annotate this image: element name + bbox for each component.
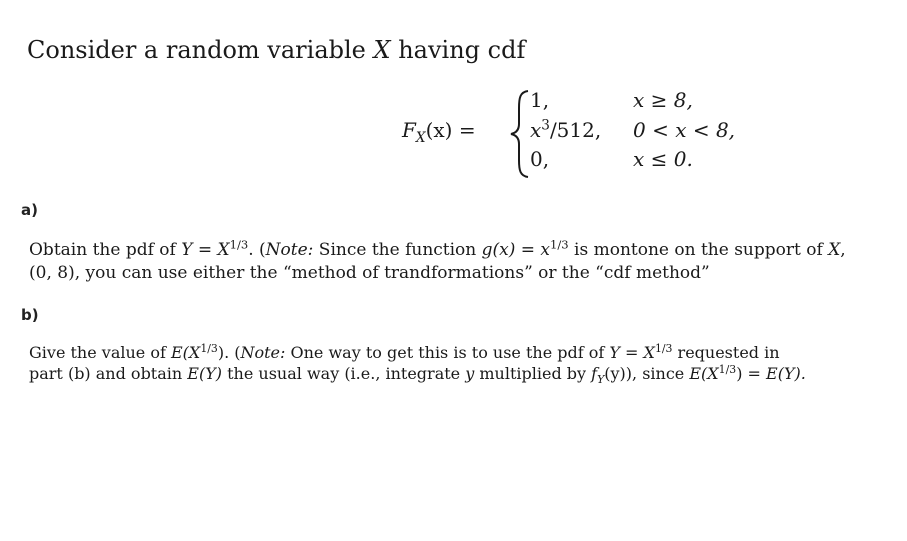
cdf-lhs xyxy=(402,118,476,146)
part-a-g: g xyxy=(481,240,493,260)
case-3-condition: x ≤ 0. xyxy=(633,147,693,171)
part-a-line-2: (0, 8), you can use either the “method of trandformations” or the “cdf method” xyxy=(29,263,710,283)
part-b-X: (X xyxy=(182,343,201,362)
case-1-condition: x ≥ 8, xyxy=(633,88,693,112)
part-b-line-2 xyxy=(29,362,806,385)
part-b-note: Note: xyxy=(240,343,286,362)
part-b-Y: Y xyxy=(609,343,620,362)
case-2-rest: /512, xyxy=(549,118,602,142)
part-b-text2: One way to get this is to use the pdf of xyxy=(285,343,610,362)
part-b-text: Give the value of xyxy=(29,343,171,362)
part-b-l2E: E xyxy=(187,364,199,383)
part-b-l2i: (y)), since xyxy=(604,364,690,383)
cdf-F: F xyxy=(402,118,416,142)
part-b-l2f: multiplied by xyxy=(474,364,592,383)
part-b-exp2: 1/3 xyxy=(654,342,673,356)
cdf-sub: X xyxy=(415,130,426,146)
part-a-Y: Y xyxy=(181,240,193,260)
part-a-text2: Since the function xyxy=(313,240,482,260)
part-a-label: a) xyxy=(21,201,38,219)
part-b-l2y: y xyxy=(465,364,475,383)
part-a-text3: is montone on the support of xyxy=(568,240,829,260)
part-a-text: Obtain the pdf of xyxy=(29,240,182,260)
intro-var: X xyxy=(373,36,391,64)
intro-text xyxy=(27,36,525,64)
case-2-sup: 3 xyxy=(541,117,550,134)
part-b-l2exp: 1/3 xyxy=(718,363,737,377)
part-b-l2sub: Y xyxy=(597,373,605,387)
part-a-X: X xyxy=(217,240,230,260)
part-b-l2a: part (b) and obtain xyxy=(29,364,188,383)
part-b-l2fy: f xyxy=(591,364,598,383)
part-b-l2E3: E xyxy=(766,364,778,383)
part-b-eqX: = X xyxy=(619,343,655,362)
part-b-l2d: the usual way (i.e., integrate xyxy=(222,364,466,383)
case-2-value xyxy=(530,118,601,142)
case-1-value: 1, xyxy=(530,88,550,112)
case-3-value: 0, xyxy=(530,147,550,171)
part-a-gx: (x) = x xyxy=(492,240,551,260)
part-b-text3: requested in xyxy=(672,343,780,362)
part-b-E: E xyxy=(170,343,183,362)
part-b-l2Y: (Y) xyxy=(198,364,223,383)
intro-before: Consider a random variable xyxy=(27,36,374,64)
part-a-comma: , xyxy=(840,240,846,260)
part-b-l2X: (X xyxy=(701,364,719,383)
part-b-exp: 1/3 xyxy=(200,342,218,356)
part-b-paren: ). ( xyxy=(217,343,241,362)
part-a-eq: = xyxy=(192,240,218,260)
case-2-condition: 0 < x < 8, xyxy=(633,118,736,142)
part-b-line-1 xyxy=(29,341,780,364)
part-a-exp: 1/3 xyxy=(229,237,249,252)
part-b-l2E2: E xyxy=(689,364,702,383)
part-a-paren: . ( xyxy=(248,240,266,260)
part-b-l2Y2: (Y). xyxy=(777,364,806,383)
part-b-label: b) xyxy=(21,306,39,324)
cdf-arg: (x) = xyxy=(425,118,476,142)
part-a-X2: X xyxy=(828,240,841,260)
part-a-note: Note: xyxy=(265,240,314,260)
part-a-line-1 xyxy=(29,239,846,262)
part-b-l2m: ) = xyxy=(736,364,767,383)
intro-after: having cdf xyxy=(390,36,526,64)
case-2-base: x xyxy=(530,118,542,142)
part-a-exp2: 1/3 xyxy=(550,237,569,252)
